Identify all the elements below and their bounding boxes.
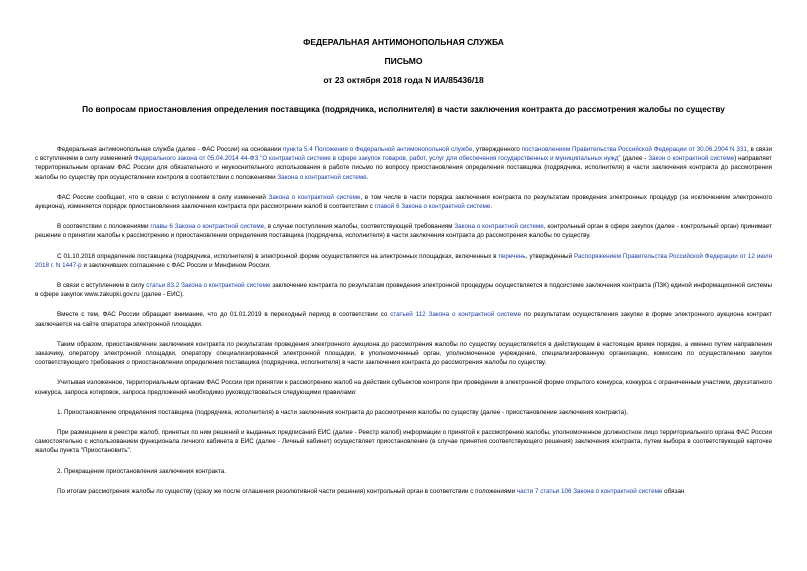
paragraph-text: и заключивших соглашение с ФАС России и Минфином России.: [81, 261, 271, 269]
paragraph-text: ) направляет территориальным органам ФАС России для обязательного и неукоснительного использования в работе письмо по вопросу приостановления определения поставщика (подрядчика, исполнителя) в части заключения контракта до рассмотрения жалобы по существу при осуществлении контроля в соответствии с положениями: [35, 155, 772, 181]
paragraph-text: (далее -: [620, 155, 649, 163]
law-reference-link[interactable]: статьи 83.2 Закона о контрактной системе: [146, 282, 271, 290]
law-reference-link[interactable]: главой 6 Закона о контрактной системе: [374, 203, 491, 211]
paragraph-text: ФАС России сообщает, что в связи с вступлением в силу изменений: [57, 193, 269, 201]
paragraph-text: , в случае поступления жалобы, соответствующей требованиям: [264, 223, 455, 231]
document-body: [35, 145, 772, 507]
paragraph-text: , в связи с вступлением в силу изменений: [35, 146, 772, 163]
paragraph-text: Таким образом, приостановление заключения контракта по результатам проведения электронного аукциона до рассмотрения жалобы по существу осуществляется в действующем в настоящее время порядке, а именно путем направления заказчику, оператору электронной площадки, оператору специализированной электронной площадки, в уполномоченный орган, уполномоченное учреждение, специализированную организацию, комиссию по осуществлению закупок соответствующего требования о приостановлении определения поставщика (подрядчика, исполнителя) в части заключения контракта до рассмотрения жалобы по существу.: [35, 340, 772, 367]
paragraph: [35, 310, 772, 328]
law-reference-link[interactable]: пункта 5.4 Положения о Федеральной антимонопольной службе: [283, 146, 473, 153]
paragraph: [35, 281, 772, 299]
law-reference-link[interactable]: Закона о контрактной системе: [454, 223, 544, 231]
paragraph: [35, 193, 772, 211]
law-reference-link[interactable]: Распоряжением Правительства Российской Федерации от 12 июля 2018 г. N 1447-р: [35, 252, 773, 269]
paragraph: [35, 145, 772, 182]
paragraph: [35, 340, 772, 368]
agency-name: ФЕДЕРАЛЬНАЯ АНТИМОНОПОЛЬНАЯ СЛУЖБА: [303, 37, 504, 47]
paragraph-text: , в том числе в части порядка заключения контракта по результатам проведения электронных процедур (за исключением электронного аукциона), изменяется порядок приостановления заключения контракта при рассмотрении жалоб в соответствии с: [35, 193, 772, 211]
paragraph-text: В связи с вступлением в силу: [57, 282, 147, 290]
paragraph: [35, 487, 772, 496]
paragraph: [35, 222, 772, 240]
paragraph-text: , утвержденный: [525, 252, 575, 260]
paragraph-text: В соответствии с положениями: [57, 223, 151, 231]
law-reference-link[interactable]: Закон о контрактной системе: [648, 155, 735, 163]
paragraph-text: По итогам рассмотрения жалобы по существу (сразу же после оглашения резолютивной части решения) контрольный орган в соответствии с положениями: [57, 487, 517, 495]
law-reference-link[interactable]: постановлением Правительства Российской Федерации от 30.06.2004 N 331: [521, 146, 747, 153]
paragraph-text: 1. Приостановление определения поставщика (подрядчика, исполнителя) в части заключения контракта до рассмотрения жалобы по существу (далее - приостановление заключения контракта).: [57, 408, 628, 416]
paragraph: [35, 378, 772, 396]
law-reference-link[interactable]: части 7 статьи 106 Закона о контрактной системе: [516, 487, 663, 495]
law-reference-link[interactable]: статьей 112 Закона о контрактной системе: [390, 311, 522, 319]
document-date-number: от 23 октября 2018 года N ИА/85436/18: [323, 75, 484, 85]
paragraph-text: обязан: [662, 487, 685, 495]
paragraph: [35, 408, 772, 417]
paragraph-text: Федеральная антимонопольная служба (далее - ФАС России) на основании: [57, 146, 284, 153]
paragraph-text: заключение контракта по результатам проведения электронной процедуры осуществляется в подсистеме заключения контракта (ПЗК) единой информационной системы в сфере закупок www.zakupki.gov.ru (далее - ЕИС).: [35, 282, 772, 299]
document-title: По вопросам приостановления определения поставщика (подрядчика, исполнителя) в части заключения контракта до рассмотрения жалобы по существу: [82, 104, 725, 114]
law-reference-link[interactable]: Закона о контрактной системе: [277, 173, 367, 181]
paragraph-text: по результатам осуществления закупки в форме электронного аукциона контракт заключается на сайте оператора электронной площадки.: [35, 311, 772, 328]
paragraph-text: 2. Прекращение приостановления заключения контракта.: [57, 467, 227, 475]
paragraph-text: , утвержденного: [472, 146, 522, 153]
document-type: ПИСЬМО: [384, 56, 423, 66]
paragraph-text: Учитывая изложенное, территориальным органам ФАС России при принятии к рассмотрению жалоб на действия субъектов контроля при проведении в электронной форме открытого конкурса, конкурса с ограниченным участием, двухэтапного конкурса, запроса котировок, запроса предложений необходимо руководствоваться следующими правилами:: [35, 379, 772, 396]
law-reference-link[interactable]: Закона о контрактной системе: [268, 193, 361, 201]
paragraph: [35, 428, 772, 456]
paragraph-text: , контрольный орган в сфере закупок (далее - контрольный орган) принимает решение о принятии жалобы к рассмотрению и приостановлении определения поставщика (подрядчика, исполнителя) в части заключения контракта до рассмотрения жалобы по существу.: [35, 223, 772, 240]
paragraph-text: .: [490, 203, 493, 211]
paragraph: [35, 252, 772, 270]
paragraph: [35, 467, 772, 476]
paragraph-text: Вместе с тем, ФАС России обращает внимание, что до 01.01.2019 в переходный период в соответствии со: [57, 311, 391, 319]
law-reference-link[interactable]: перечень: [498, 252, 526, 260]
law-reference-link[interactable]: главы 6 Закона о контрактной системе: [150, 223, 265, 231]
paragraph-text: .: [366, 173, 369, 181]
paragraph-text: С 01.10.2018 определение поставщика (подрядчика, исполнителя) в электронной форме осуществляется на электронных площадках, включенных в: [57, 252, 499, 260]
law-reference-link[interactable]: Федерального закона от 05.04.2014 44-ФЗ "О контрактной системе в сфере закупок товаров, работ, услуг для обеспечения государственных и муниципальных нужд": [133, 155, 621, 163]
paragraph-text: При размещении в реестре жалоб, принятых по ним решений и выданных предписаний ЕИС (далее - Реестр жалоб) информации о принятой к рассмотрению жалобы, уполномоченное должностное лицо территориального органа ФАС России самостоятельно с использованием функционала личного кабинета в ЕИС (далее - Личный кабинет) осуществляет приостановление (в случае принятия соответствующего решения) заключения контракта, путем выбора в соответствующей карточке жалобы пункта "Приостановить".: [35, 429, 772, 455]
